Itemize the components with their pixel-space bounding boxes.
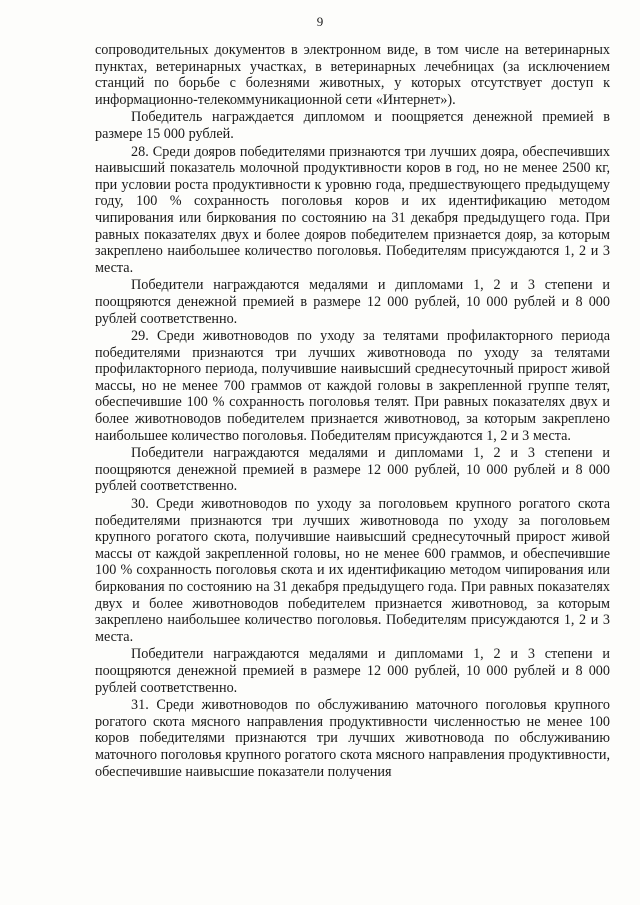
paragraph-31-beef-herd: 31. Среди животноводов по обслуживанию маточного поголовья крупного рогатого скота мясного направления продуктивности численностью не менее 100 коров победителями признаются три лучших животновода по обслуживанию маточного поголовья крупного рогатого скота мясного направления продуктивности, обеспечившие наивысшие показатели получения [95,697,610,780]
paragraph-continuation: сопроводительных документов в электронном виде, в том числе на ветеринарных пунктах, ветеринарных участках, в ветеринарных лечебницах (за исключением станций по борьбе с болезнями животных, у которых отсутствует доступ к информационно-телекоммуникационной сети «Интернет»). [95,42,610,108]
paragraph-28-milkers: 28. Среди дояров победителями признаются три лучших дояра, обеспечивших наивысший показатель молочной продуктивности коров в год, но не менее 2500 кг, при условии роста продуктивности к уровню года, предшествующего предыдущему году, 100 % сохранность поголовья коров и их идентификацию методом чипирования или биркования по состоянию на 31 декабря предыдущего года. При равных показателях двух и более дояров победителем признается дояр, за которым закреплено наибольшее количество поголовья. Победителям присуждаются 1, 2 и 3 места. [95,143,610,276]
paragraph-30-award: Победители награждаются медалями и дипломами 1, 2 и 3 степени и поощряются денежной премией в размере 12 000 рублей, 10 000 рублей и 8 000 рублей соответственно. [95,646,610,696]
paragraph-30-cattle-care: 30. Среди животноводов по уходу за поголовьем крупного рогатого скота победителями признаются три лучших животновода по уходу за поголовьем крупного рогатого скота, получившие наивысший среднесуточный прирост живой массы от каждой закрепленной головы, но не менее 600 граммов, и обеспечившие 100 % сохранность поголовья скота и их идентификацию методом чипирования или биркования по состоянию на 31 декабря предыдущего года. При равных показателях двух и более животноводов победителем признается животновод, за которым закреплено наибольшее количество поголовья. Победителям присуждаются 1, 2 и 3 места. [95,496,610,645]
document-body [95,42,610,780]
paragraph-29-award: Победители награждаются медалями и дипломами 1, 2 и 3 степени и поощряются денежной премией в размере 12 000 рублей, 10 000 рублей и 8 000 рублей соответственно. [95,445,610,495]
paragraph-28-award: Победители награждаются медалями и дипломами 1, 2 и 3 степени и поощряются денежной премией в размере 12 000 рублей, 10 000 рублей и 8 000 рублей соответственно. [95,277,610,327]
page-number: 9 [316,14,324,29]
paragraph-29-calf-care: 29. Среди животноводов по уходу за телятами профилакторного периода победителями признаются три лучших животновода по уходу за телятами профилакторного периода, получившие наивысший среднесуточный прирост живой массы, но не менее 700 граммов от каждой головы в закрепленной группе телят, обеспечившие 100 % сохранность поголовья телят. При равных показателях двух и более животноводов победителем признается животновод, за которым закреплено наибольшее количество поголовья. Победителям присуждаются 1, 2 и 3 места. [95,328,610,444]
paragraph-winner-award: Победитель награждается дипломом и поощряется денежной премией в размере 15 000 рублей. [95,109,610,142]
